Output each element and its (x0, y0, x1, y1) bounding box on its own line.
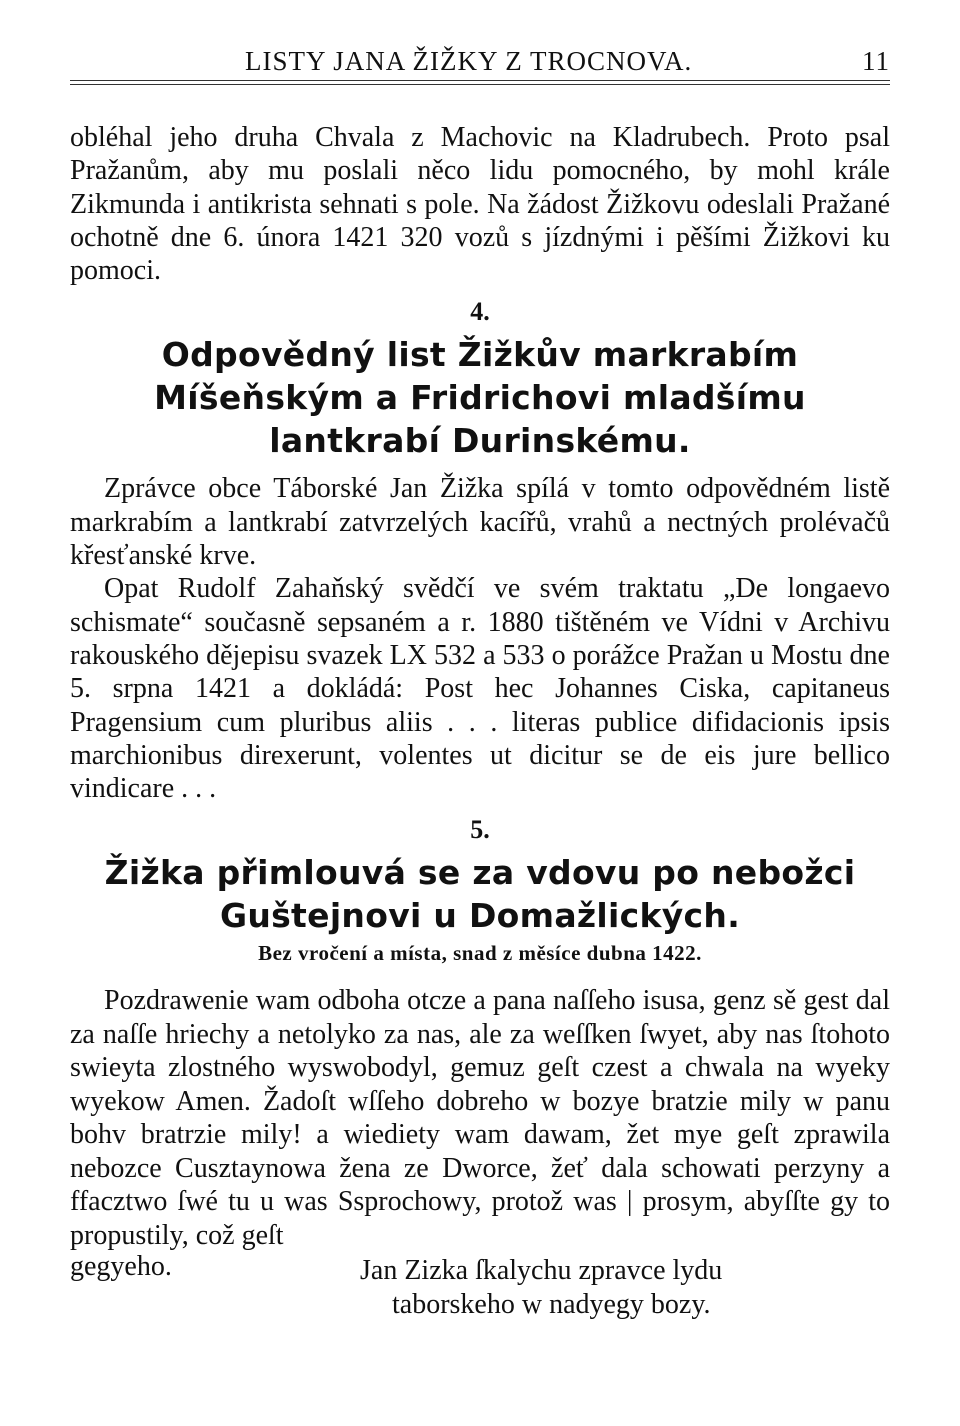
section-5-title (70, 851, 890, 937)
section-4-number: 4. (470, 297, 490, 327)
running-head (70, 40, 890, 80)
section-5-title-line-1: Žižka přimlouvá se za vdovu po nebožci (104, 853, 856, 893)
intro-paragraph: obléhal jeho druha Chvala z Machovic na Kladrubech. Proto psal Pražanům, aby mu poslali něco lidu pomocného, by mohl krále Zikmunda i antikrista sehnati s pole. Na žádost Žižkovu odeslali Pražané ochotně dne 6. února 1421 320 vozů s jízdnými i pěšími Žižkovi ku pomoci. (70, 122, 890, 287)
book-page (70, 40, 890, 1324)
header-rule (70, 80, 890, 85)
letter-text: Pozdrawenie wam odboha otcze a pana naſſeho isusa, genz sě gest dal za naſſe hriechy a netolyko za nas, ale za weſſken ſwyet, aby nas ſtohoto swieyta zlostného wyswobodyl, gemuz geſt czest a chwala na wyeky wyekow Amen. Žadoſt wſſeho dobreho w bozye bratzie mily w panu bohv bratrzie mily! a wiediety wam dawam, žet mye geſt zprawila nebozce Cusztaynowa žena ze Dworce, žeť dala schowati perzyny a ffacztwo ſwé tu u was Ssprochowy, protož was | prosym, abyſſte gy to propustily, což geſt (70, 985, 890, 1251)
page-number: 11 (862, 46, 890, 76)
closing-word: gegyeho. (70, 1251, 172, 1283)
signature (360, 1254, 880, 1322)
signature-block (70, 1252, 890, 1324)
section-5-number: 5. (470, 815, 490, 845)
signature-line-1: Jan Zizka ſkalychu zpravce lydu (360, 1255, 723, 1287)
section-4-paragraph-2: Opat Rudolf Zahaňský svědčí ve svém traktatu „De longaevo schismate“ současně sepsaném a r. 1880 tištěném ve Vídni v Archivu rakouského dějepisu svazek LX 532 a 533 o porážce Pražan u Mostu dne 5. srpna 1421 a dokládá: Post hec Johannes Ciska, capitaneus Pragensium cum pluribus aliis . . . literas publice difidacionis ipsis marchionibus direxerunt, volentes ut dicitur se de eis jure bellico vindicare . . . (70, 573, 890, 805)
section-4-title: Odpovědný list Žižkův markrabím Míšeňským a Fridrichovi mladšímu lantkrabí Durinskému. (154, 335, 806, 461)
signature-line-2: taborskeho w nadyegy bozy. (392, 1289, 711, 1321)
section-5-dateline: Bez vročení a místa, snad z měsíce dubna 1422. (258, 941, 702, 966)
section-5-title-line-2: Guštejnovi u Domažlických. (219, 896, 741, 936)
section-4-paragraph-1: Zprávce obce Táborské Jan Žižka spílá v tomto odpovědném listě markrabím a lantkrabí zatvrzelých kacířů, vrahů a nectných prolévačů křesťanské krve. (70, 473, 890, 572)
running-title: LISTY JANA ŽIŽKY Z TROCNOVA. (245, 46, 693, 76)
